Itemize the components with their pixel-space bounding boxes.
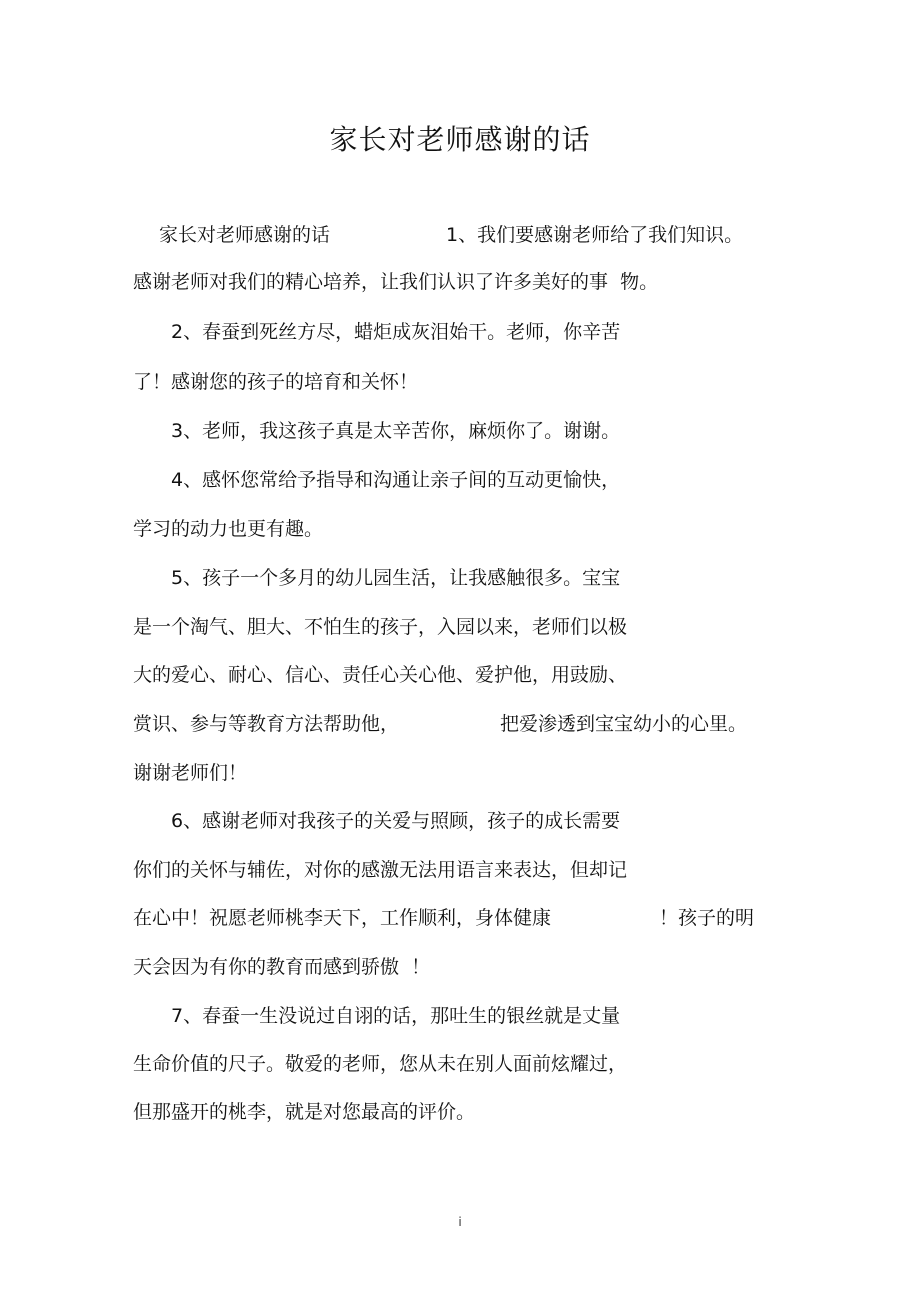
text-line: 大的爱心、耐心、信心、责任心关心他、爱护他，用豉励、 (133, 664, 628, 686)
text-line: 天会因为有你的教育而感到骄傲 ！ (133, 956, 431, 978)
text-line: 6、感谢老师对我孩子的关爱与照顾，孩子的成长需要 (171, 810, 621, 832)
text-line: 5、孩子一个多月的幼儿园生活，让我感触很多。宝宝 (171, 567, 621, 589)
text-line: 感谢老师对我们的精心培养，让我们认识了许多美好的事 物。 (133, 271, 659, 293)
text-line: 2、春蚕到死丝方尽，蜡炬成灰泪始干。老师，你辛苦 (171, 321, 621, 343)
text-line: 7、春蚕一生没说过自诩的话，那吐生的银丝就是丈量 (171, 1005, 621, 1027)
text-line: 谢谢老师们！ (133, 762, 248, 784)
text-line: 1、我们要感谢老师给了我们知识。 (446, 224, 744, 246)
text-line: ！孩子的明 (659, 907, 755, 929)
text-line: 3、老师，我这孩子真是太辛苦你，麻烦你了。谢谢。 (171, 420, 621, 442)
text-line: 在心中！祝愿老师桃李天下，工作顺利，身体健康 (133, 907, 552, 929)
text-line: 了！感谢您的孩子的培育和关怀！ (133, 371, 419, 393)
text-line: 学习的动力也更有趣。 (133, 518, 324, 540)
text-line: 生命价值的尺子。敬爱的老师，您从未在别人面前炫耀过， (133, 1053, 628, 1075)
text-line: 把爱渗透到宝宝幼小的心里。 (500, 713, 748, 735)
page-number: i (458, 1215, 462, 1229)
document-title: 家长对老师感谢的话 (329, 123, 591, 156)
text-line: 赏识、参与等教育方法帮助他， (133, 713, 400, 735)
text-line: 你们的关怀与辅佐，对你的感激无法用语言来表达，但却记 (133, 859, 628, 881)
text-line: 是一个淘气、胆大、不怕生的孩子，入园以来，老师们以极 (133, 616, 628, 638)
text-line: 家长对老师感谢的话 (159, 224, 331, 246)
text-line: 但那盛开的桃李，就是对您最高的评价。 (133, 1101, 476, 1123)
text-line: 4、感怀您常给予指导和沟通让亲子间的互动更愉快， (171, 469, 621, 491)
